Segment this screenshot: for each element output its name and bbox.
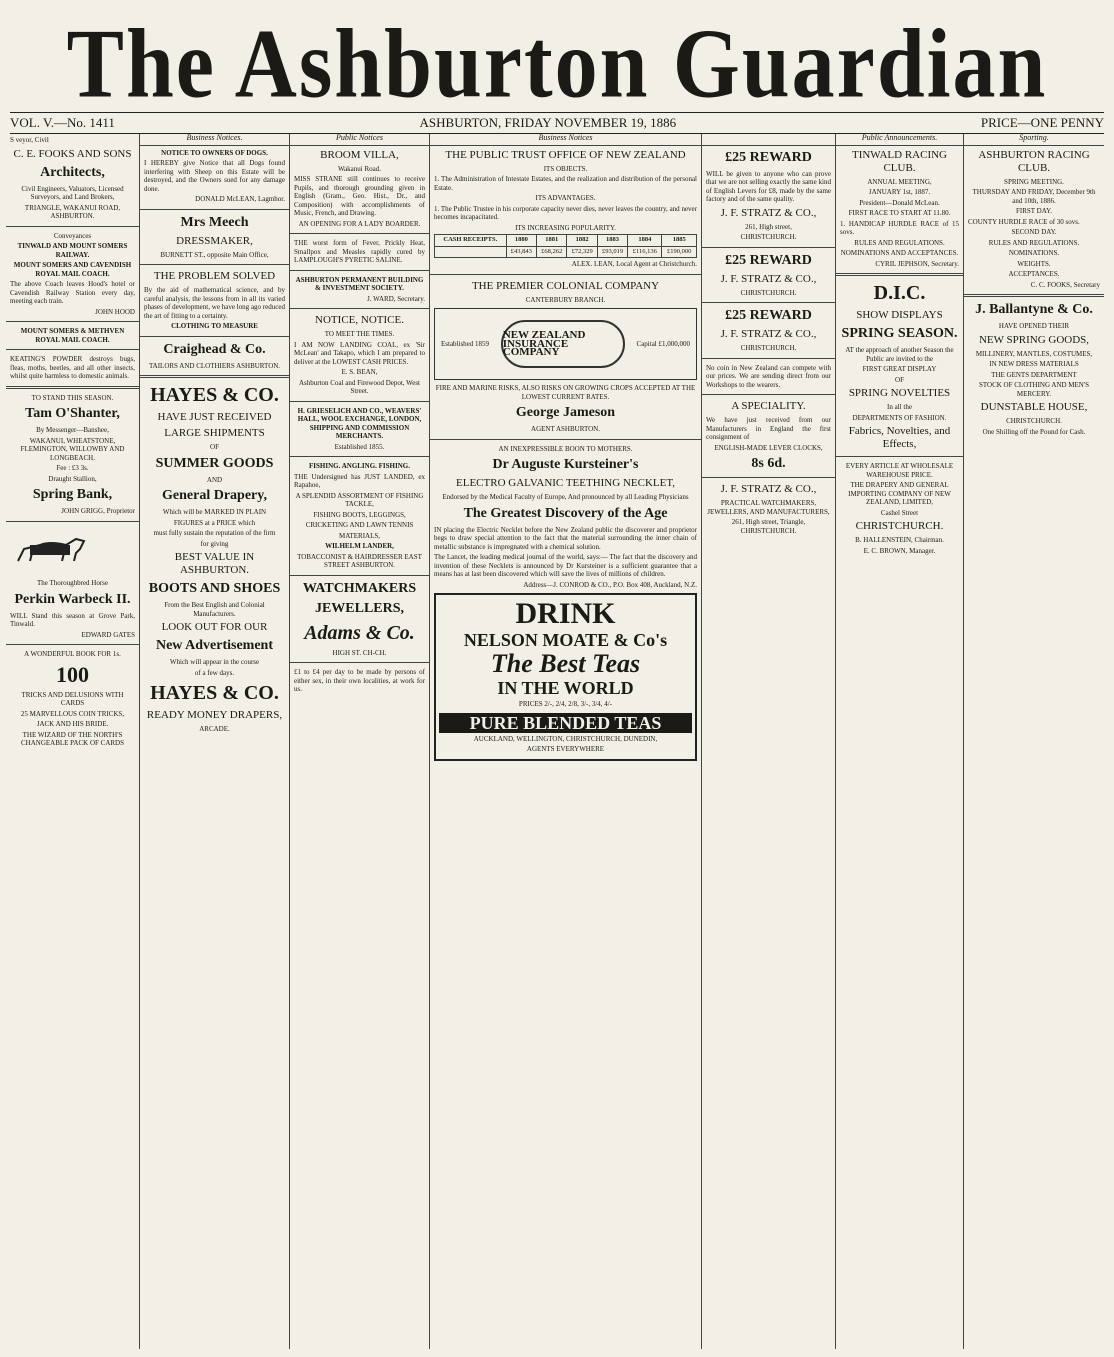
watchmakers: WATCHMAKERS bbox=[302, 580, 417, 596]
fire-marine: FIRE AND MARINE RISKS, ALSO RISKS ON GROWING CROPS ACCEPTED AT THE LOWEST CURRENT RATES. bbox=[435, 384, 696, 401]
clothing: CLOTHING TO MEASURE bbox=[171, 322, 258, 330]
opening: AN OPENING FOR A LADY BOARDER. bbox=[298, 219, 421, 228]
from-best: From the Best English and Colonial Manufacturers. bbox=[164, 601, 265, 618]
craighead: Craighead & Co. bbox=[163, 341, 266, 357]
railway-title: TINWALD AND MOUNT SOMERS RAILWAY. bbox=[17, 242, 128, 259]
hallenstein: B. HALLENSTEIN, Chairman. bbox=[855, 536, 944, 544]
agents: AGENTS EVERYWHERE bbox=[526, 745, 605, 753]
ready-money: READY MONEY DRAPERS, bbox=[146, 709, 283, 721]
canterbury: CANTERBURY BRANCH. bbox=[525, 295, 606, 304]
capital: Capital £1,000,000 bbox=[636, 339, 690, 348]
adams: Adams & Co. bbox=[304, 621, 415, 644]
dateline bbox=[10, 112, 1104, 134]
nominations-7: NOMINATIONS. bbox=[1008, 249, 1060, 257]
fooks-firm: C. E. FOOKS AND SONS bbox=[13, 147, 132, 160]
reward-2: £25 REWARD bbox=[725, 252, 812, 268]
race-dates: THURSDAY AND FRIDAY, December 9th and 10th, 1886. bbox=[972, 188, 1096, 205]
mail-coach-text: The above Coach leaves Hood's hotel or Cavendish Railway Station every day, meeting each train. bbox=[10, 280, 135, 305]
brown: E. C. BROWN, Manager. bbox=[863, 546, 936, 555]
column-2 bbox=[140, 134, 290, 1349]
high-st: HIGH ST. CH-CH. bbox=[332, 648, 387, 657]
drapery-co: THE DRAPERY AND GENERAL IMPORTING COMPANY OF NEW ZEALAND, LIMITED, bbox=[848, 481, 951, 506]
fooks-sec: C. C. FOOKS, Secretary bbox=[1030, 280, 1100, 289]
stratz-2: J. F. STRATZ & CO., bbox=[720, 272, 817, 285]
stock: STOCK OF CLOTHING AND MEN'S MERCERY. bbox=[978, 381, 1090, 398]
few-days: of a few days. bbox=[194, 668, 235, 677]
look-out: LOOK OUT FOR OUR bbox=[161, 621, 268, 633]
dic: D.I.C. bbox=[873, 282, 926, 304]
astonish: must fully sustain the reputation of the firm bbox=[153, 529, 276, 537]
obj1: 1. The Administration of Intestate Estates, and the realization and distribution of the personal Estate. bbox=[434, 175, 697, 192]
new-advertisement: New Advertisement bbox=[155, 638, 274, 653]
broom-sub: Wakanui Road. bbox=[338, 164, 381, 173]
popularity: ITS INCREASING POPULARITY. bbox=[515, 223, 616, 232]
nominations-6: NOMINATIONS AND ACCEPTANCES. bbox=[840, 249, 959, 257]
hayes-heading: HAYES & CO. bbox=[150, 384, 279, 406]
stratz-1: J. F. STRATZ & CO., bbox=[720, 206, 817, 219]
of-6: OF bbox=[895, 375, 904, 384]
book-sub: TRICKS AND DELUSIONS WITH CARDS bbox=[21, 690, 124, 707]
meech-addr: BURNETT ST., opposite Main Office, bbox=[160, 250, 269, 259]
for-giving: for giving bbox=[200, 539, 229, 548]
fishing-sub: THE Undersigned has JUST LANDED, ex Rapahoe, bbox=[294, 472, 425, 489]
column-7-head: Sporting. bbox=[964, 134, 1104, 146]
jameson: George Jameson bbox=[515, 405, 616, 420]
ashburton-club: ASHBURTON RACING CLUB. bbox=[978, 148, 1090, 174]
per-day: £1 to £4 per day to be made by persons of either sex, in their own localities, at work for us. bbox=[294, 668, 425, 693]
county-hurdle: COUNTY HURDLE RACE of 30 sovs. bbox=[968, 217, 1080, 226]
stand-heading: TO STAND THIS SEASON. bbox=[31, 393, 114, 402]
dunstable: DUNSTABLE HOUSE, bbox=[980, 401, 1088, 413]
bean-sub: Ashburton Coal and Firewood Depot, West Street. bbox=[298, 378, 421, 395]
agent: AGENT ASHBURTON. bbox=[531, 425, 600, 433]
arcade: ARCADE. bbox=[199, 725, 230, 733]
christchurch-6: CHRISTCHURCH. bbox=[855, 520, 944, 532]
column-4 bbox=[430, 134, 702, 1349]
show-displays: SHOW DISPLAYS bbox=[856, 309, 943, 321]
have-opened: HAVE OPENED THEIR bbox=[998, 322, 1070, 330]
surveyor-line: S veyor, Civil bbox=[10, 136, 49, 144]
drink: DRINK bbox=[515, 597, 616, 630]
fabrics: Fabrics, Novelties, and Effects, bbox=[848, 425, 951, 450]
architects-sub: Civil Engineers, Valuators, Licensed Surveyors, and Land Brokers, bbox=[21, 184, 124, 201]
column-6 bbox=[836, 134, 964, 1349]
volume-number: VOL. V.—No. 1411 bbox=[10, 115, 115, 130]
dog-sign: DONALD McLEAN, Lagmhor. bbox=[195, 195, 285, 203]
spring-bank: Spring Bank, bbox=[32, 487, 113, 502]
general-drapery: General Drapery, bbox=[162, 488, 267, 503]
and-1: AND bbox=[206, 475, 223, 484]
book-text: 25 MARVELLOUS COIN TRICKS, bbox=[20, 709, 125, 718]
jewellers: JEWELLERS, bbox=[314, 600, 405, 616]
acceptances: ACCEPTANCES. bbox=[1008, 270, 1060, 278]
insurance-emblem bbox=[434, 308, 697, 380]
rules-7: RULES AND REGULATIONS. bbox=[988, 238, 1080, 247]
architects-address: TRIANGLE, WAKANUI ROAD, ASHBURTON. bbox=[24, 203, 121, 220]
column-1 bbox=[6, 134, 140, 1349]
novelties: SPRING NOVELTIES bbox=[848, 387, 951, 399]
hayes-received: HAVE JUST RECEIVED bbox=[157, 411, 272, 423]
established: Established 1859 bbox=[441, 339, 490, 348]
dog-text: I HEREBY give Notice that all Dogs found interfering with Sheep on this Estate will be destroyed, and the Owners sued for any damage done. bbox=[144, 159, 285, 193]
wizard: THE WIZARD OF THE NORTH'S CHANGEABLE PACK OF CARDS bbox=[20, 730, 124, 747]
hayes-2: HAYES & CO. bbox=[150, 682, 279, 704]
column-4-head: Business Notices bbox=[430, 134, 701, 146]
best-value: BEST VALUE IN ASHBURTON. bbox=[174, 551, 255, 576]
figures: FIGURES at a PRICE which bbox=[173, 518, 256, 527]
levers: ENGLISH-MADE LEVER CLOCKS, bbox=[714, 443, 823, 452]
tea-ad bbox=[434, 593, 697, 761]
column-5-head bbox=[702, 134, 835, 146]
appear: Which will appear in the course bbox=[169, 658, 260, 666]
broom-text: MISS STRANE still continues to receive Pupils, and thorough grounding given in English (Gram., Geo. Hist., Dr., and Composition) with accomplishments of Music, French, and Drawing. bbox=[294, 175, 425, 217]
mail-coach-sign: JOHN HOOD bbox=[95, 307, 135, 316]
new-dress: IN NEW DRESS MATERIALS bbox=[989, 360, 1079, 368]
notice: NOTICE, NOTICE. bbox=[315, 314, 404, 326]
cities: AUCKLAND, WELLINGTON, CHRISTCHURCH, DUNEDIN, bbox=[473, 734, 658, 743]
conveyances-heading: Conveyances bbox=[53, 231, 92, 240]
premier: THE PREMIER COLONIAL COMPANY bbox=[471, 279, 660, 292]
gents: THE GENTS DEPARTMENT bbox=[991, 370, 1077, 379]
shilling: One Shilling off the Pound for Cash. bbox=[982, 427, 1086, 436]
columns bbox=[6, 134, 1108, 1349]
lander: WILHELM LANDER, bbox=[325, 542, 394, 550]
broom-villa: BROOM VILLA, bbox=[320, 148, 399, 161]
meech: Mrs Meech bbox=[180, 214, 249, 230]
clock-price: 8s 6d. bbox=[751, 456, 786, 471]
of-1: OF bbox=[210, 443, 219, 451]
jack-bride: JACK AND HIS BRIDE. bbox=[36, 720, 109, 728]
first-day: FIRST DAY. bbox=[1015, 207, 1053, 215]
cashel: Cashel Street bbox=[880, 508, 919, 517]
column-5 bbox=[702, 134, 836, 1349]
kursteiner: Dr Auguste Kursteiner's bbox=[492, 457, 639, 472]
book-big: 100 bbox=[56, 661, 89, 687]
masthead bbox=[0, 0, 1114, 120]
best-teas: The Best Teas bbox=[490, 649, 641, 678]
tam-fee: Fee : £3 3s. bbox=[56, 464, 89, 472]
hurdle: 1. HANDICAP HURDLE RACE of 15 sovs. bbox=[840, 219, 959, 236]
keatings-ad: KEATING'S POWDER destroys bugs, fleas, moths, beetles, and all other insects, whilst quite harmless to domestic animals. bbox=[10, 355, 135, 380]
column-6-head: Public Announcements. bbox=[836, 134, 963, 146]
nelson: NELSON MOATE & Co's bbox=[463, 630, 668, 650]
tam-districts: WAKANUI, WHEATSTONE, FLEMINGTON, WILLOWBY AND LONGBEACH. bbox=[20, 436, 125, 462]
craighead-sub: TAILORS AND CLOTHIERS ASHBURTON. bbox=[148, 361, 281, 370]
fishing: FISHING. ANGLING. FISHING. bbox=[309, 462, 410, 470]
greatest: The Greatest Discovery of the Age bbox=[463, 505, 668, 521]
mail-coach-title: MOUNT SOMERS AND CAVENDISH ROYAL MAIL COACH. bbox=[13, 261, 132, 278]
chch-2: CHRISTCHURCH. bbox=[740, 288, 797, 297]
adv1: 1. The Public Trustee in his corporate capacity never dies, never leaves the country, and never becomes incapacitated. bbox=[434, 204, 697, 221]
bldg-sign: J. WARD, Secretary. bbox=[367, 294, 425, 303]
stratz-3: J. F. STRATZ & CO., bbox=[720, 328, 817, 340]
weights: WEIGHTS. bbox=[1017, 259, 1051, 268]
problem-solved: THE PROBLEM SOLVED bbox=[153, 270, 276, 282]
new-spring: NEW SPRING GOODS, bbox=[978, 333, 1090, 346]
tam-sub: By Messenger—Banshee, bbox=[36, 426, 109, 434]
bean: E. S. BEAN, bbox=[341, 368, 378, 376]
column-2-head: Business Notices. bbox=[140, 134, 289, 146]
spring-bank-prop: JOHN GRIGG, Proprietor bbox=[61, 507, 135, 515]
reward-3: £25 REWARD bbox=[725, 308, 812, 323]
horse-illustration bbox=[10, 531, 96, 571]
president: President—Donald McLean. bbox=[859, 198, 940, 207]
speciality: A SPECIALITY. bbox=[731, 400, 806, 412]
prices: PRICES 2/-, 2/4, 2/8, 3/-, 3/4, 4/- bbox=[518, 700, 613, 708]
large-shipments: LARGE SHIPMENTS bbox=[164, 427, 265, 439]
pure-blended: PURE BLENDED TEAS bbox=[439, 713, 692, 733]
perkin-warbeck: Perkin Warbeck II. bbox=[14, 591, 131, 607]
grieselich: H. GRIESELICH AND CO., WEAVERS' HALL, WOOL EXCHANGE, LONDON, SHIPPING AND COMMISSION MERCHANTS. bbox=[297, 406, 422, 440]
every-article: EVERY ARTICLE AT WHOLESALE WAREHOUSE PRICE. bbox=[845, 462, 954, 479]
thoroughbred: The Thoroughbred Horse bbox=[36, 579, 109, 587]
endorsed: Endorsed by the Medical Faculty of Europe, And pronounced by all Leading Physicians bbox=[442, 493, 689, 501]
cricket: CRICKETING AND LAWN TENNIS bbox=[305, 521, 414, 529]
practical: PRACTICAL WATCHMAKERS, JEWELLERS, AND MANUFACTURERS, bbox=[707, 499, 830, 516]
rules-6: RULES AND REGULATIONS. bbox=[854, 238, 945, 247]
body1: IN placing the Electric Necklet before the New Zealand public the discoverer and proprietor begs to draw special attention to the fact that the material surrounding the inner chain of metallic substance is impregnated with a chemical solution. bbox=[434, 525, 697, 551]
fever: THE worst form of Fever, Prickly Heat, Smallpox and Measles rapidly cured by LAMPLOUGH'S PYRETIC SALINE. bbox=[294, 239, 425, 264]
book-title: A WONDERFUL BOOK FOR 1s. bbox=[24, 650, 121, 658]
reward-1: £25 REWARD bbox=[725, 149, 812, 165]
methven-title: MOUNT SOMERS & METHVEN ROYAL MAIL COACH. bbox=[20, 327, 125, 344]
chch-3: CHRISTCHURCH. bbox=[740, 344, 797, 352]
estab: Established 1855. bbox=[334, 442, 385, 451]
first-race: FIRST RACE TO START AT 11.80. bbox=[848, 209, 951, 217]
draught-stallion: Draught Stallion, bbox=[48, 474, 97, 483]
ashburton-bldg: ASHBURTON PERMANENT BUILDING & INVESTMENT SOCIETY. bbox=[295, 275, 424, 292]
no-coin: No coin in New Zealand can compete with our prices. We are sending direct from our Workshops to the wearers. bbox=[706, 363, 831, 389]
price: PRICE—ONE PENNY bbox=[980, 115, 1104, 130]
reward-1-text: WILL be given to anyone who can prove that we are not selling exactly the same kind of English Levers for £8, made by the same factory and of the same quality. bbox=[706, 169, 831, 203]
first-great: FIRST GREAT DISPLAY bbox=[862, 365, 937, 373]
chch-1: CHRISTCHURCH. bbox=[740, 233, 797, 241]
stratz-4: J. F. STRATZ & CO., bbox=[720, 483, 817, 495]
tackle: A SPLENDID ASSORTMENT OF FISHING TACKLE, bbox=[295, 491, 424, 508]
insurance-logo: NEW ZEALAND INSURANCE COMPANY bbox=[501, 320, 625, 368]
column-3-head: Public Notices bbox=[290, 134, 429, 146]
dressmaker: DRESSMAKER, bbox=[176, 234, 253, 247]
coal-cash: I AM NOW LANDING COAL, ex 'Sir McLean' and Takapo, which I am prepared to deliver at the LOWEST CASH PRICES. bbox=[294, 340, 425, 366]
advantages: ITS ADVANTAGES. bbox=[535, 194, 596, 202]
necklet: ELECTRO GALVANIC TEETHING NECKLET, bbox=[456, 477, 675, 489]
newspaper-title: The Ashburton Guardian bbox=[66, 7, 1048, 119]
speciality-text: We have just received from our Manufacturers in England the first consignment of bbox=[706, 416, 831, 441]
public-trust: THE PUBLIC TRUST OFFICE OF NEW ZEALAND bbox=[445, 148, 686, 161]
jan-date: JANUARY 1st, 1887. bbox=[868, 188, 931, 196]
approach: AT the approach of another Season the Public are invited to the bbox=[845, 346, 954, 363]
in-all: In all the bbox=[887, 403, 912, 411]
receipts-table: CASH RECEIPTS. 1880 1881 1882 1883 1884 1885 £43,843 £68,262 £72,329 £93,019 £116,136 £190,000 bbox=[434, 234, 697, 258]
tam-oshanter: Tam O'Shanter, bbox=[25, 406, 120, 421]
architects-heading: Architects, bbox=[40, 164, 105, 180]
jephson: CYRIL JEPHSON, Secretary. bbox=[875, 259, 959, 268]
tinwald-club: TINWALD RACING CLUB. bbox=[851, 148, 947, 174]
objects: ITS OBJECTS. bbox=[543, 164, 588, 173]
perkin-text: WILL Stand this season at Grove Park, Tinwald. bbox=[10, 611, 135, 628]
annual-meeting: ANNUAL MEETING, bbox=[867, 177, 932, 186]
address: Address—J. CONROD & CO., P.O. Box 408, Auckland, N.Z. bbox=[523, 580, 697, 589]
dog-notice: NOTICE TO OWNERS OF DOGS. bbox=[161, 148, 268, 157]
meet-times: TO MEET THE TIMES. bbox=[324, 330, 395, 338]
boots-shoes: BOOTS AND SHOES bbox=[148, 581, 281, 596]
lean: ALEX. LEAN, Local Agent at Christchurch. bbox=[571, 260, 697, 268]
column-7 bbox=[964, 134, 1104, 1349]
second-day: SECOND DAY. bbox=[1011, 228, 1057, 236]
body2: The Lancet, the leading medical journal of the world, says:— The fact that the discovery and invention of these Necklets is announced by Dr Kursteiner is a sufficient guarantee that a means has at last been discovered which will save the lives of millions of children. bbox=[434, 553, 697, 578]
depts: DEPARTMENTS OF FASHION. bbox=[852, 413, 947, 422]
in-world: IN THE WORLD bbox=[497, 678, 634, 698]
lander-sub: TOBACCONIST & HAIRDRESSER EAST STREET ASHBURTON. bbox=[297, 552, 422, 569]
marked: Which will be MARKED IN PLAIN bbox=[162, 508, 267, 516]
materials: MATERIALS, bbox=[338, 531, 381, 540]
summer-goods: SUMMER GOODS bbox=[155, 455, 274, 471]
spring-meeting: SPRING MEETING. bbox=[1004, 177, 1064, 186]
ballantyne: J. Ballantyne & Co. bbox=[975, 302, 1093, 317]
stratz-addr-1: 261, High street, bbox=[745, 222, 792, 231]
christchurch-7: CHRISTCHURCH. bbox=[1006, 417, 1062, 425]
column-3 bbox=[290, 134, 430, 1349]
boots-f: FISHING BOOTS, LEGGINGS, bbox=[313, 510, 406, 519]
spring-season: SPRING SEASON. bbox=[841, 326, 958, 341]
issue-date: ASHBURTON, FRIDAY NOVEMBER 19, 1886 bbox=[419, 115, 677, 130]
problem-text: By the aid of mathematical science, and by careful analysis, the lessons from in all its varied phases of development, we have long ago reduced the art of fitting to a certainty. bbox=[144, 286, 285, 320]
millinery: MILLINERY, MANTLES, COSTUMES, bbox=[975, 349, 1093, 358]
perkin-sign: EDWARD GATES bbox=[81, 630, 135, 639]
addr-2: 261, High street, Triangle, CHRISTCHURCH. bbox=[731, 518, 806, 535]
boon: AN INEXPRESSIBLE BOON TO MOTHERS. bbox=[498, 444, 633, 453]
